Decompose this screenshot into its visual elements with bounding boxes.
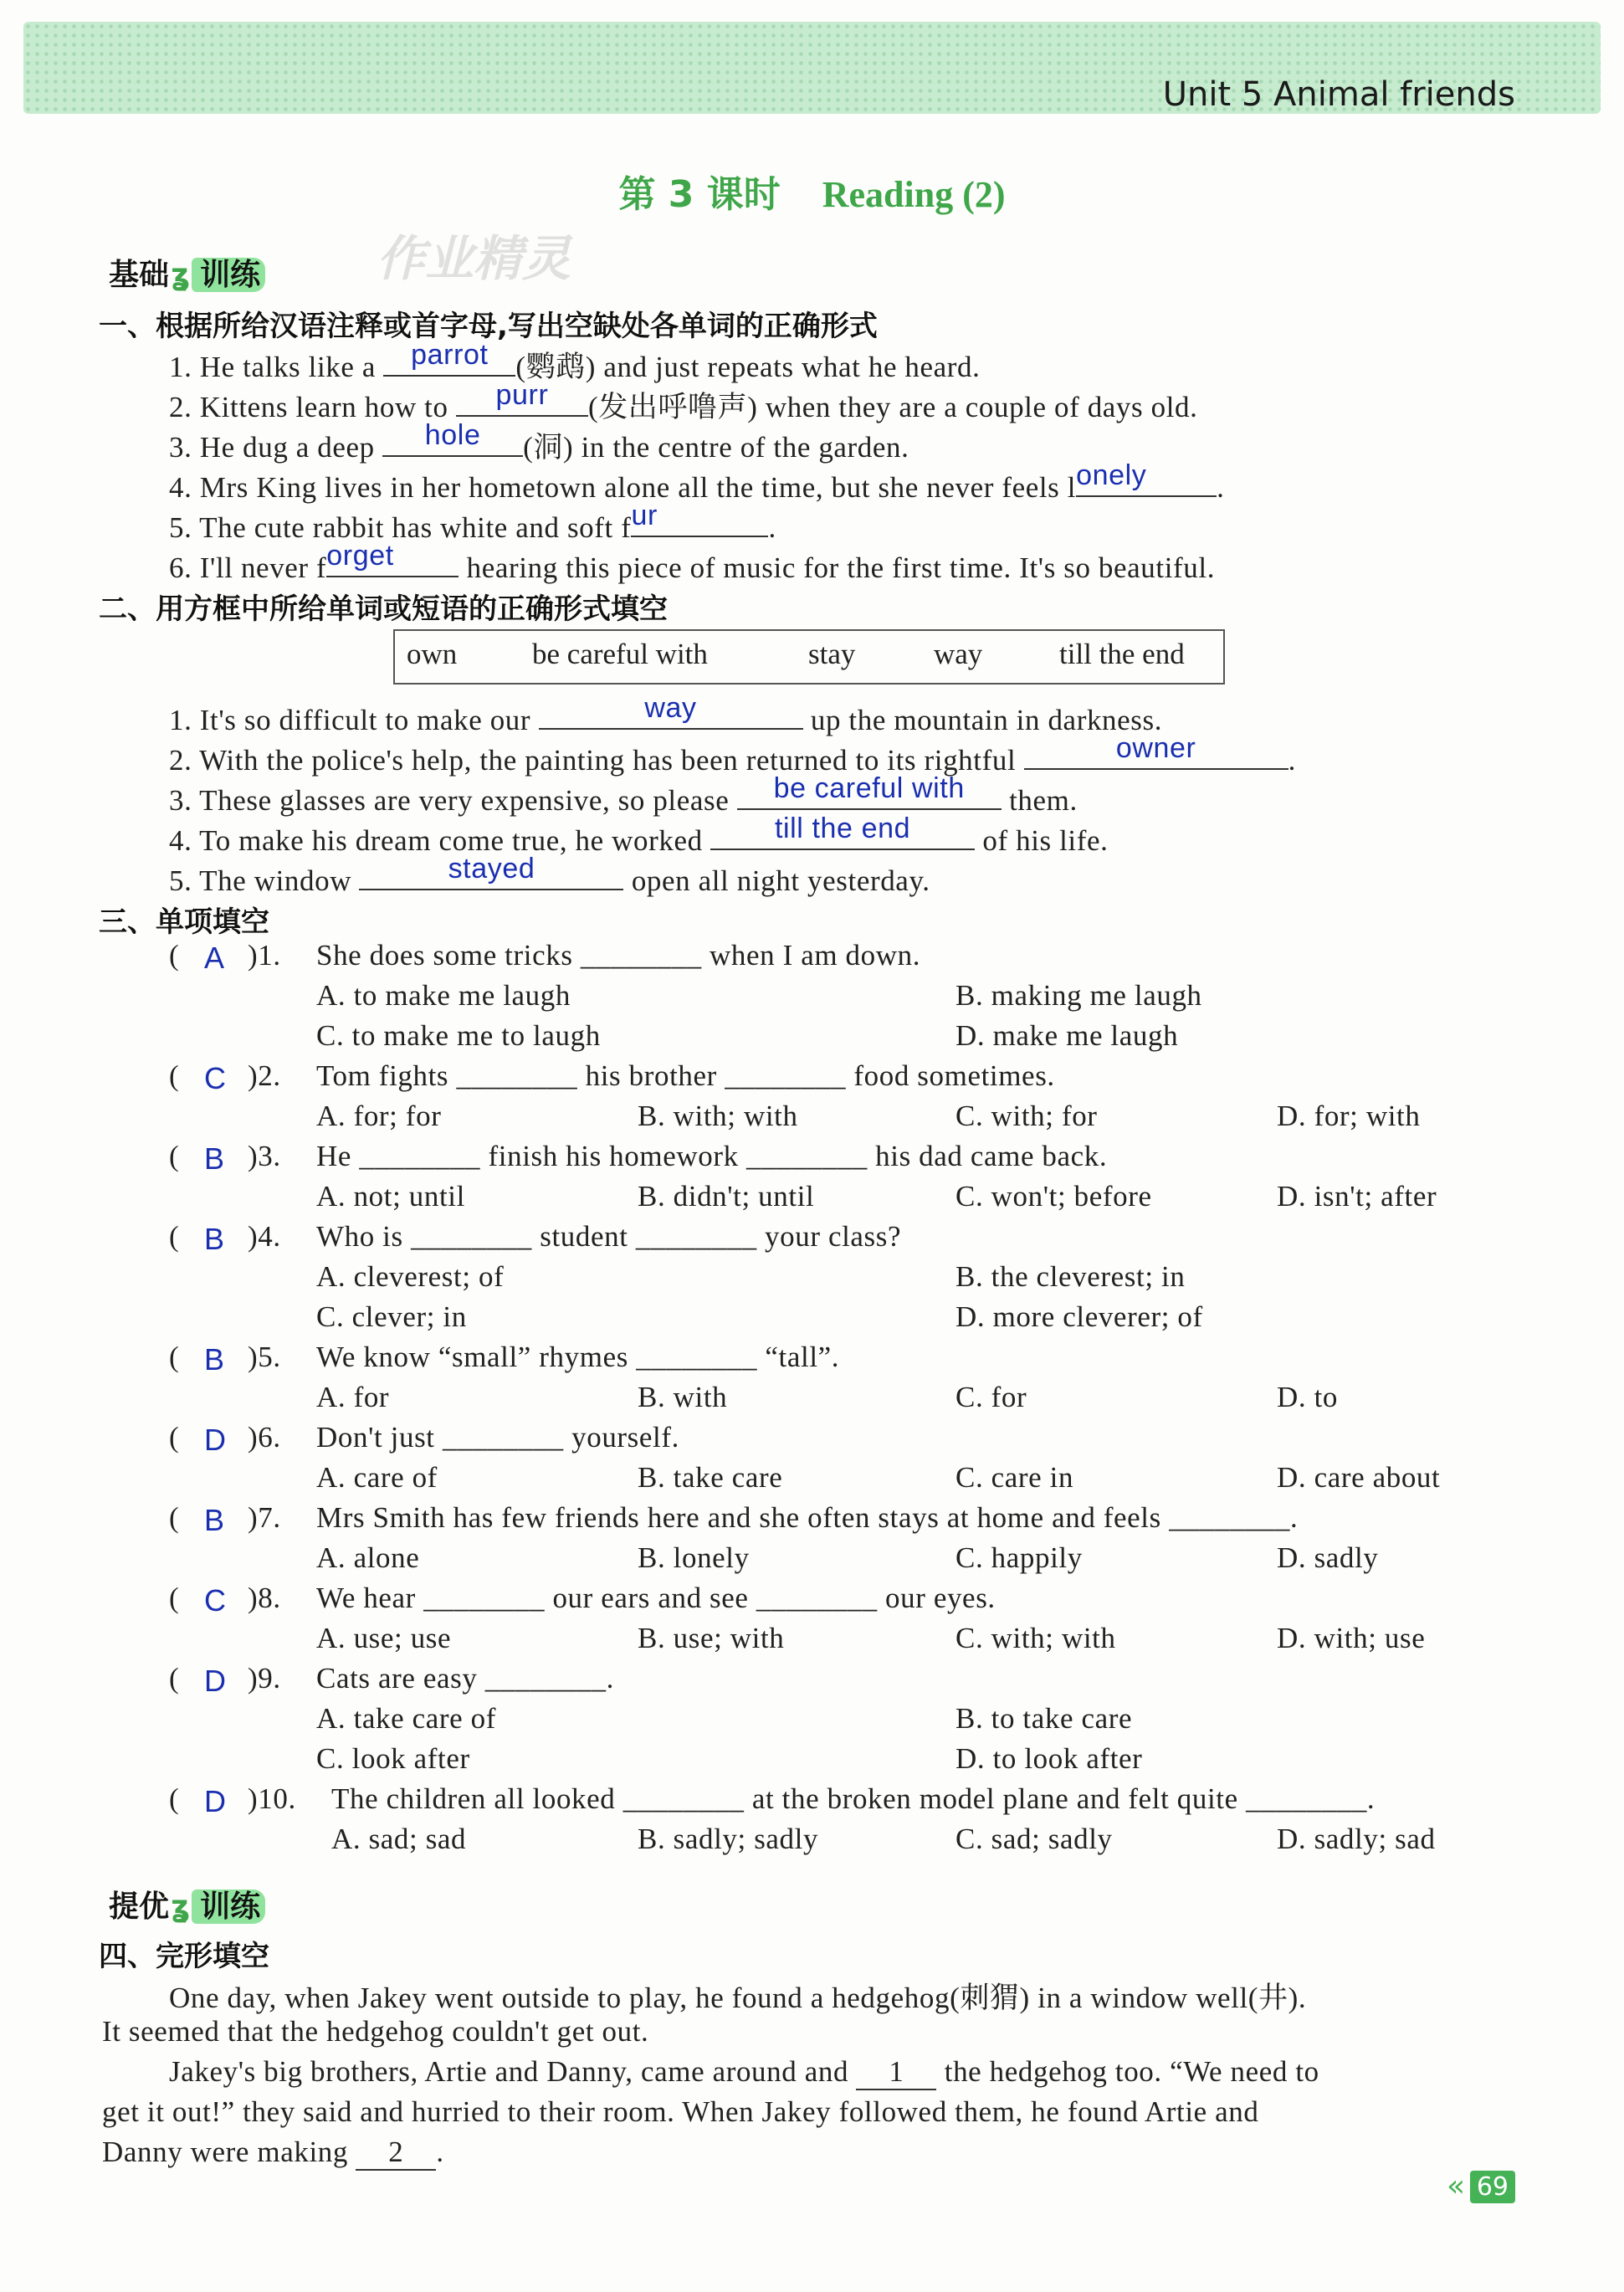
- question-number: )7.: [248, 1501, 281, 1534]
- word-box-item: stay: [808, 638, 856, 670]
- cloze-blank[interactable]: 1: [856, 2055, 936, 2090]
- question-stem: Who is ________ student ________ your class?: [316, 1220, 902, 1253]
- sec1-item-4: 4. Mrs King lives in her hometown alone all the time, but she never feels l onely .: [169, 459, 1225, 504]
- sec2-item-3: 3. These glasses are very expensive, so please be careful with them.: [169, 772, 1078, 817]
- cloze-line: Danny were making 2 .: [102, 2136, 444, 2171]
- chevron-left-icon: «: [1446, 2169, 1465, 2203]
- sec2-item-1: 1. It's so difficult to make our way up the mountain in darkness.: [169, 692, 1163, 736]
- option[interactable]: C. happily: [955, 1541, 1083, 1574]
- answer-letter[interactable]: D: [204, 1664, 226, 1698]
- cloze-line: Jakey's big brothers, Artie and Danny, came around and 1 the hedgehog too. “We need to: [169, 2055, 1319, 2090]
- watermark: 作业精灵: [377, 230, 571, 287]
- option[interactable]: D. more cleverer; of: [955, 1300, 1203, 1333]
- answer-paren: (: [169, 1140, 179, 1172]
- section-4-heading: 四、完形填空: [99, 1940, 269, 1973]
- badge-left-text: 基础: [109, 258, 170, 292]
- option[interactable]: A. cleverest; of: [316, 1260, 505, 1293]
- answer-paren: (: [169, 1341, 179, 1373]
- answer-blank[interactable]: way: [539, 696, 803, 730]
- answer-blank[interactable]: stayed: [359, 857, 623, 890]
- option[interactable]: B. with: [638, 1381, 728, 1413]
- option[interactable]: B. use; with: [638, 1622, 785, 1654]
- answer-blank[interactable]: parrot: [383, 343, 515, 377]
- sec1-item-1: 1. He talks like a parrot (鹦鹉) and just repeats what he heard.: [169, 339, 981, 383]
- option[interactable]: B. the cleverest; in: [955, 1260, 1186, 1293]
- option[interactable]: C. care in: [955, 1461, 1074, 1494]
- section-2-heading: 二、用方框中所给单词或短语的正确形式填空: [99, 592, 668, 626]
- option[interactable]: D. make me laugh: [955, 1019, 1179, 1052]
- option[interactable]: B. take care: [638, 1461, 783, 1494]
- option[interactable]: C. with; for: [955, 1100, 1098, 1132]
- question-stem: Don't just ________ yourself.: [316, 1421, 679, 1454]
- word-box-item: be careful with: [532, 638, 708, 670]
- option[interactable]: A. not; until: [316, 1180, 465, 1213]
- option[interactable]: A. for: [316, 1381, 390, 1413]
- answer-paren: (: [169, 1059, 179, 1092]
- word-box: [393, 629, 1225, 685]
- option[interactable]: D. with; use: [1277, 1622, 1426, 1654]
- option[interactable]: A. care of: [316, 1461, 438, 1494]
- option[interactable]: D. for; with: [1277, 1100, 1421, 1132]
- cloze-blank[interactable]: 2: [356, 2136, 436, 2171]
- question-number: )1.: [248, 939, 281, 972]
- option[interactable]: C. won't; before: [955, 1180, 1152, 1213]
- question-stem: The children all looked ________ at the broken model plane and felt quite ________.: [331, 1782, 1376, 1815]
- option[interactable]: B. to take care: [955, 1702, 1133, 1735]
- option[interactable]: A. take care of: [316, 1702, 496, 1735]
- option[interactable]: A. use; use: [316, 1622, 452, 1654]
- sec2-item-2: 2. With the police's help, the painting has been returned to its rightful owner .: [169, 732, 1296, 777]
- answer-paren: (: [169, 1220, 179, 1253]
- answer-letter[interactable]: B: [204, 1141, 225, 1176]
- option[interactable]: D. sadly: [1277, 1541, 1379, 1574]
- question-number: )10.: [248, 1782, 296, 1815]
- option[interactable]: D. sadly; sad: [1277, 1823, 1436, 1855]
- option[interactable]: C. to make me to laugh: [316, 1019, 601, 1052]
- badge-left-text: 提优: [109, 1889, 170, 1924]
- answer-blank[interactable]: purr: [456, 383, 588, 417]
- answer-blank[interactable]: be careful with: [737, 777, 1002, 810]
- question-stem: Tom fights ________ his brother ________ food sometimes.: [316, 1059, 1055, 1092]
- badge-right-text: 训练: [192, 258, 265, 292]
- answer-letter[interactable]: D: [204, 1784, 226, 1818]
- answer-letter[interactable]: C: [204, 1583, 226, 1618]
- sec1-item-3: 3. He dug a deep hole (洞) in the centre of the garden.: [169, 419, 909, 464]
- option[interactable]: C. clever; in: [316, 1300, 467, 1333]
- option[interactable]: D. care about: [1277, 1461, 1441, 1494]
- question-number: )8.: [248, 1582, 281, 1614]
- option[interactable]: A. to make me laugh: [316, 979, 571, 1012]
- swirl-icon: ʓ: [171, 1889, 191, 1924]
- answer-paren: (: [169, 1421, 179, 1454]
- question-number: )4.: [248, 1220, 281, 1253]
- option[interactable]: B. didn't; until: [638, 1180, 815, 1213]
- word-box-item: own: [407, 638, 458, 670]
- question-number: )9.: [248, 1662, 281, 1695]
- answer-blank[interactable]: ur: [631, 504, 768, 537]
- option[interactable]: A. for; for: [316, 1100, 442, 1132]
- word-box-item: till the end: [1059, 638, 1185, 670]
- answer-paren: (: [169, 1501, 179, 1534]
- advanced-training-badge: [109, 1883, 265, 1925]
- question-stem: Cats are easy ________.: [316, 1662, 614, 1695]
- answer-letter[interactable]: C: [204, 1061, 226, 1095]
- badge-right-text: 训练: [192, 1889, 265, 1924]
- section-1-heading: 一、根据所给汉语注释或首字母,写出空缺处各单词的正确形式: [99, 310, 878, 343]
- option[interactable]: A. sad; sad: [331, 1823, 467, 1855]
- word-box-item: way: [934, 638, 983, 670]
- question-number: )5.: [248, 1341, 281, 1373]
- question-number: )6.: [248, 1421, 281, 1454]
- sec1-item-2: 2. Kittens learn how to purr (发出呼噜声) when they are a couple of days old.: [169, 379, 1198, 423]
- option[interactable]: D. to look after: [955, 1742, 1143, 1775]
- answer-paren: (: [169, 1582, 179, 1614]
- option[interactable]: C. sad; sadly: [955, 1823, 1113, 1855]
- option[interactable]: B. sadly; sadly: [638, 1823, 819, 1855]
- sec2-item-4: 4. To make his dream come true, he worked till the end of his life.: [169, 813, 1109, 857]
- answer-blank[interactable]: till the end: [710, 817, 975, 850]
- sec1-item-5: 5. The cute rabbit has white and soft f ur .: [169, 500, 776, 544]
- option[interactable]: A. alone: [316, 1541, 420, 1574]
- option[interactable]: B. lonely: [638, 1541, 750, 1574]
- option[interactable]: D. to: [1277, 1381, 1338, 1413]
- question-stem: We hear ________ our ears and see ________ our eyes.: [316, 1582, 996, 1614]
- answer-blank[interactable]: orget: [326, 544, 459, 577]
- sec1-item-6: 6. I'll never f orget hearing this piece of music for the first time. It's so beautiful.: [169, 540, 1216, 584]
- lesson-title: [0, 164, 1624, 218]
- option[interactable]: C. for: [955, 1381, 1027, 1413]
- answer-paren: (: [169, 939, 179, 972]
- cloze-line: One day, when Jakey went outside to play, he found a hedgehog(刺猬) in a window well(井).: [169, 1982, 1307, 2014]
- option[interactable]: D. isn't; after: [1277, 1180, 1437, 1213]
- basic-training-badge: [109, 251, 265, 294]
- section-3-heading: 三、单项填空: [99, 905, 269, 939]
- answer-paren: (: [169, 1662, 179, 1695]
- question-stem: She does some tricks ________ when I am down.: [316, 939, 921, 972]
- answer-letter[interactable]: A: [204, 941, 225, 975]
- option[interactable]: B. with; with: [638, 1100, 798, 1132]
- answer-blank[interactable]: hole: [382, 423, 523, 457]
- swirl-icon: ʓ: [171, 258, 191, 292]
- question-number: )3.: [248, 1140, 281, 1172]
- answer-blank[interactable]: owner: [1024, 736, 1288, 770]
- answer-letter[interactable]: D: [204, 1423, 226, 1457]
- answer-blank[interactable]: onely: [1076, 464, 1217, 497]
- option[interactable]: C. with; with: [955, 1622, 1116, 1654]
- answer-paren: (: [169, 1782, 179, 1815]
- question-stem: Mrs Smith has few friends here and she often stays at home and feels ________.: [316, 1501, 1299, 1534]
- unit-title: Unit 5 Animal friends: [1162, 75, 1515, 114]
- option[interactable]: B. making me laugh: [955, 979, 1202, 1012]
- cloze-line: get it out!” they said and hurried to their room. When Jakey followed them, he found Artie and: [102, 2095, 1259, 2128]
- page-number: 69: [1470, 2171, 1515, 2203]
- cloze-line: It seemed that the hedgehog couldn't get out.: [102, 2015, 649, 2048]
- sec2-item-5: 5. The window stayed open all night yesterday.: [169, 853, 930, 897]
- answer-letter[interactable]: B: [204, 1342, 225, 1377]
- answer-letter[interactable]: B: [204, 1222, 225, 1256]
- lesson-title-en: Reading (2): [822, 174, 1006, 215]
- answer-letter[interactable]: B: [204, 1503, 225, 1537]
- question-number: )2.: [248, 1059, 281, 1092]
- option[interactable]: C. look after: [316, 1742, 470, 1775]
- question-stem: We know “small” rhymes ________ “tall”.: [316, 1341, 840, 1373]
- lesson-title-cn: 第 3 课时: [618, 173, 781, 216]
- question-stem: He ________ finish his homework ________ his dad came back.: [316, 1140, 1108, 1172]
